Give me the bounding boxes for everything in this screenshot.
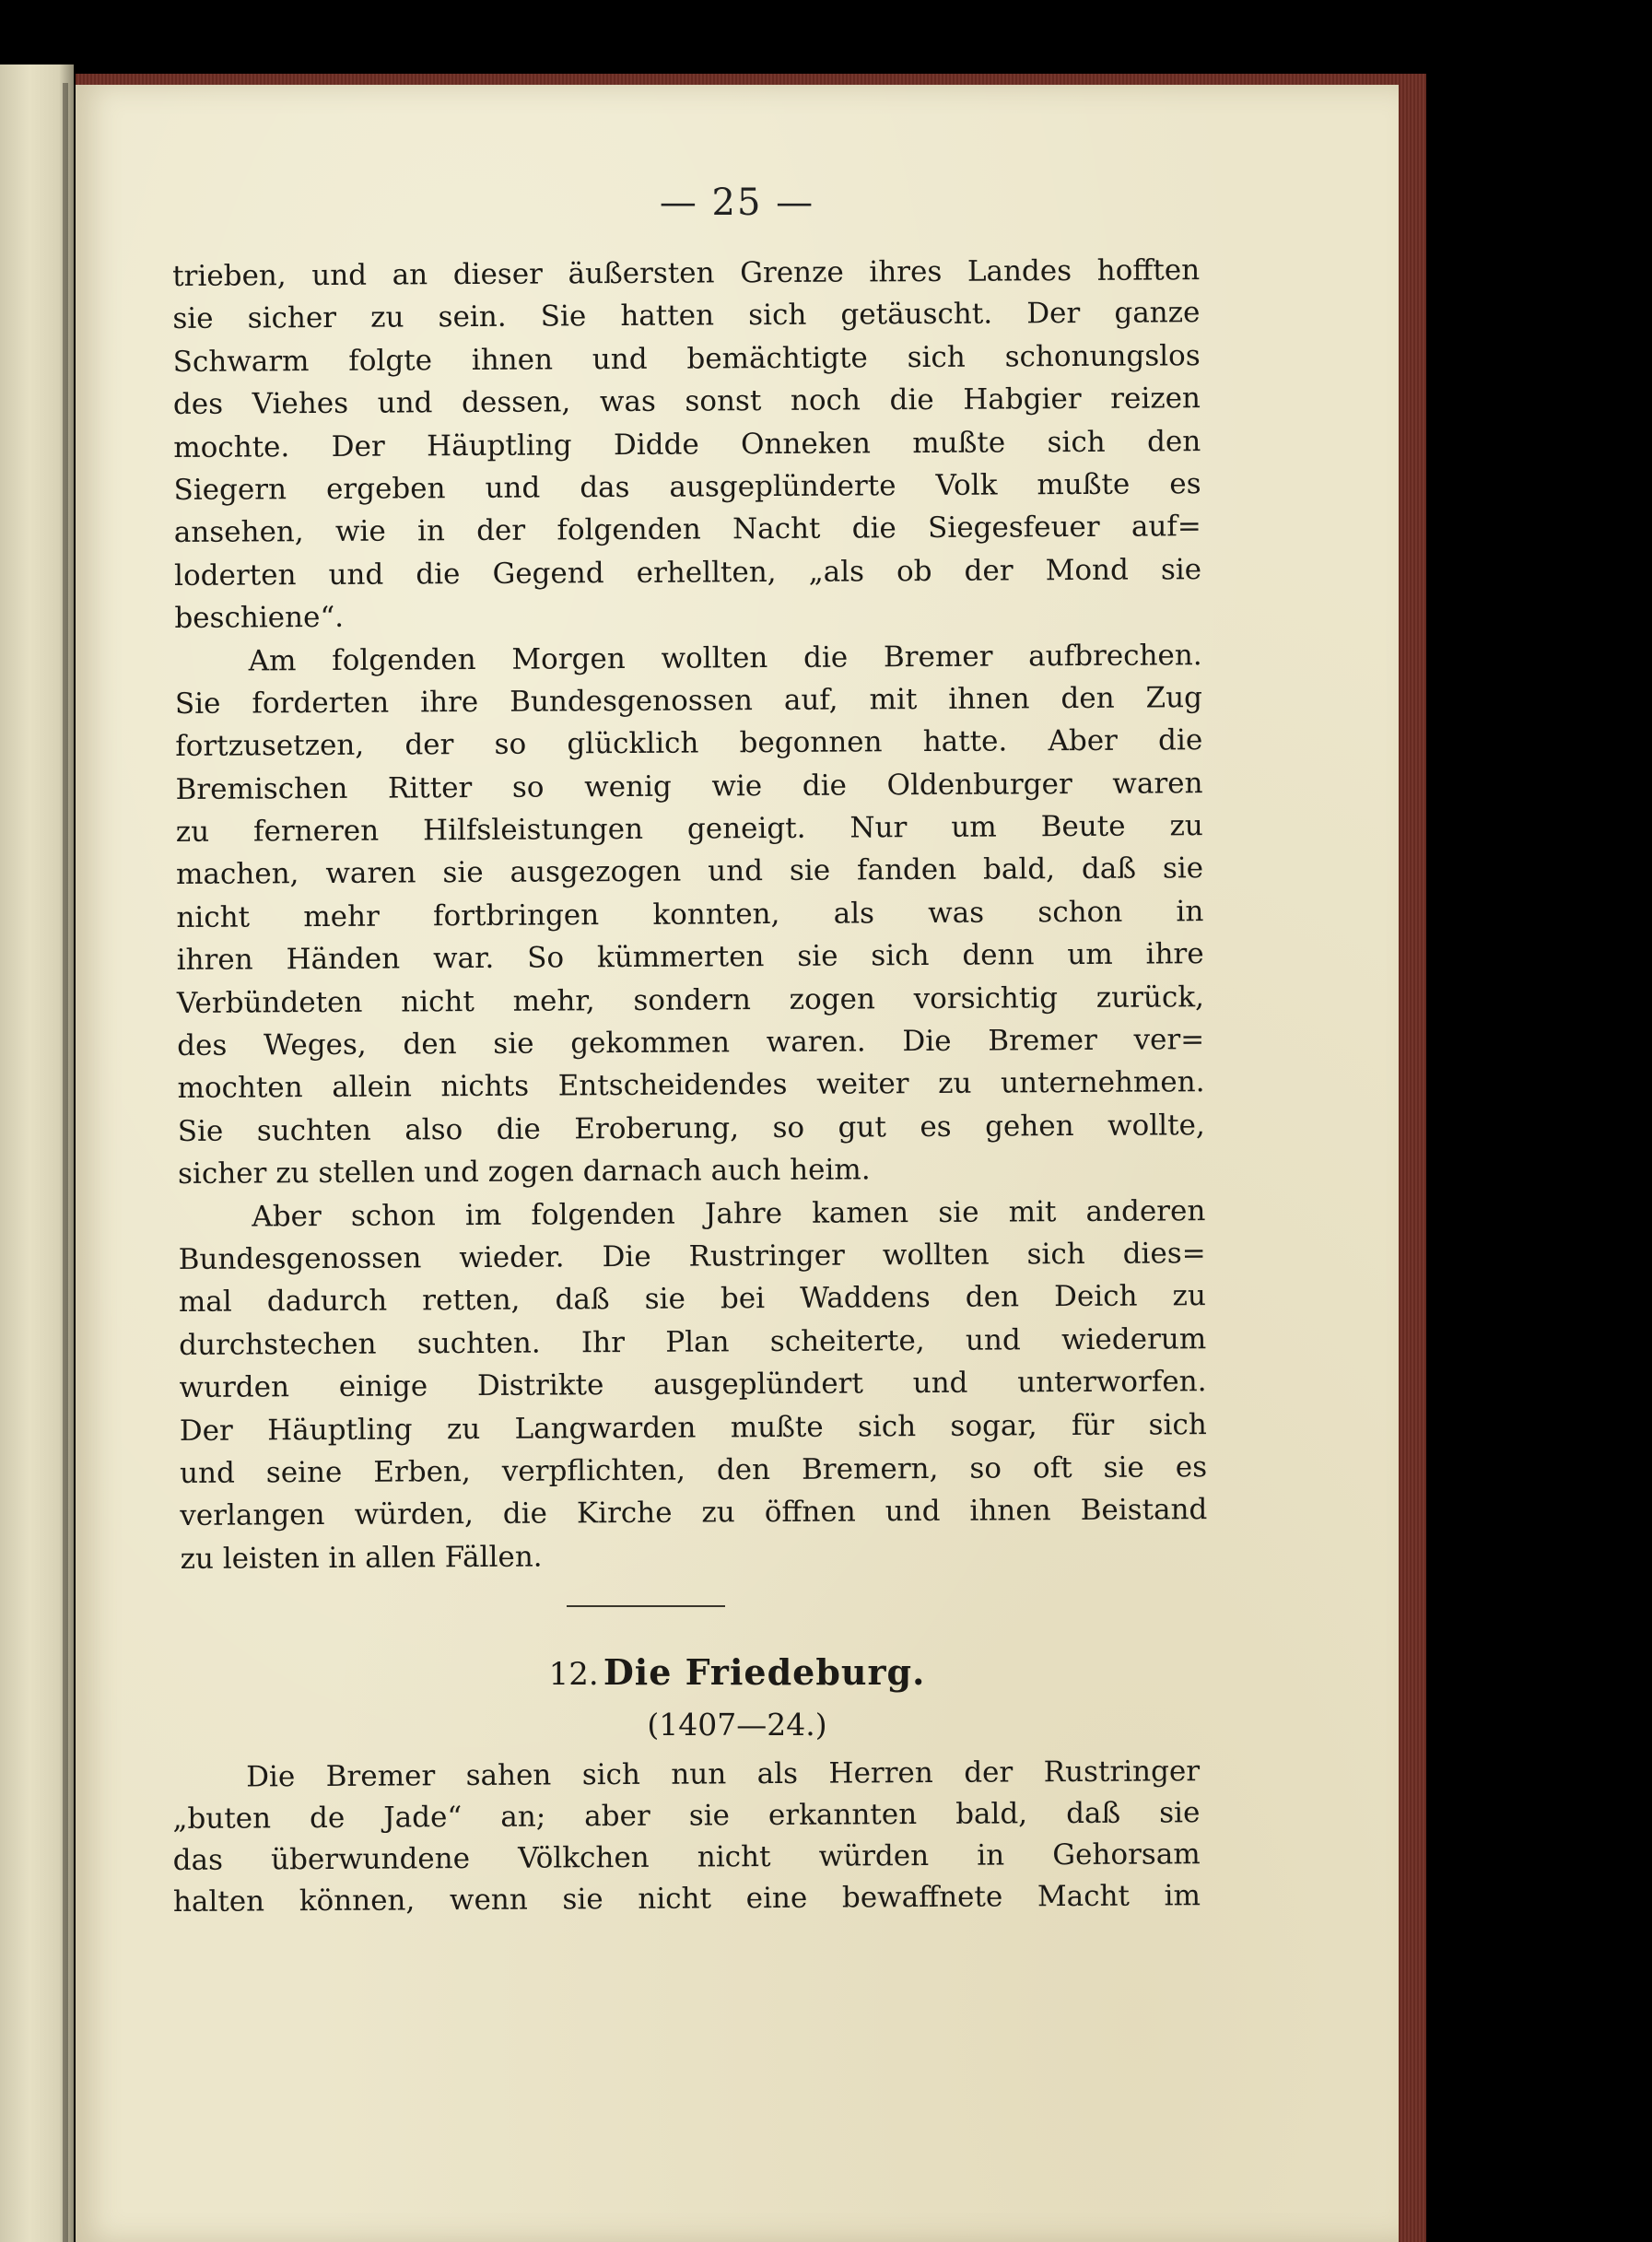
text-line: durchstechen suchten. Ihr Plan scheiterte, und wiederum (179, 1321, 1207, 1362)
text-line: wurden einige Distrikte ausgeplündert und unterworfen. (179, 1365, 1207, 1405)
text-line: trieben, und an dieser äußersten Grenze ihres Landes hofften (172, 253, 1201, 293)
text-line: des Viehes und dessen, was sonst noch die Habgier reizen (172, 381, 1201, 422)
text-line: Die Bremer sahen sich nun als Herren der Rustringer (246, 1755, 1201, 1794)
text-line: ansehen, wie in der folgenden Nacht die Siegesfeuer auf= (173, 510, 1201, 550)
text-line: Siegern ergeben und das ausgeplünderte Volk mußte es (173, 467, 1201, 507)
body-text-bottom (172, 1751, 1201, 1923)
text-line: beschiene“. (174, 600, 345, 636)
text-line: sie sicher zu sein. Sie hatten sich getäuscht. Der ganze (172, 296, 1201, 336)
chapter-number: 12. (548, 1656, 599, 1693)
body-text-top (172, 249, 1208, 1580)
text-line: des Weges, den sie gekommen waren. Die Bremer ver= (177, 1023, 1205, 1063)
text-line: zu ferneren Hilfsleistungen geneigt. Nur um Beute zu (175, 809, 1203, 850)
book-page (76, 85, 1399, 2242)
text-line: mochte. Der Häuptling Didde Onneken mußte sich den (173, 424, 1201, 464)
text-line: „buten de Jade“ an; aber sie erkannten bald, daß sie (172, 1796, 1201, 1836)
text-line: das überwundene Völkchen nicht würden in Gehorsam (172, 1837, 1201, 1877)
text-line: sicher zu stellen und zogen darnach auch heim. (177, 1153, 871, 1191)
text-line: halten können, wenn sie nicht eine bewaffnete Macht im (172, 1879, 1201, 1919)
text-line: verlangen würden, die Kirche zu öffnen und ihnen Beistand (180, 1493, 1208, 1533)
text-line: mal dadurch retten, daß sie bei Waddens den Deich zu (178, 1279, 1207, 1320)
gutter-shadow (63, 83, 68, 2242)
chapter-heading (76, 1651, 1399, 1762)
section-divider (567, 1605, 725, 1607)
text-line: Bremischen Ritter so wenig wie die Oldenburger waren (175, 766, 1203, 806)
text-line: machen, waren sie ausgezogen und sie fanden bald, daß sie (175, 851, 1204, 892)
text-line: Bundesgenossen wieder. Die Rustringer wollten sich dies= (178, 1237, 1206, 1276)
text-line: Sie suchten also die Eroberung, so gut es gehen wollte, (177, 1108, 1205, 1148)
text-line: nicht mehr fortbringen konnten, als was schon in (176, 895, 1204, 934)
text-line: und seine Erben, verpflichten, den Bremern, so oft sie es (179, 1450, 1208, 1490)
page-number: — 25 — (659, 182, 815, 224)
text-line: Schwarm folgte ihnen und bemächtigte sich schonungslos (172, 338, 1201, 379)
text-line: loderten und die Gegend erhellten, „als ob der Mond sie (174, 552, 1202, 593)
text-line: Der Häuptling zu Langwarden mußte sich sogar, für sich (179, 1407, 1207, 1448)
chapter-title: Die Friedeburg. (603, 1651, 926, 1693)
text-line: Sie forderten ihre Bundesgenossen auf, mit ihnen den Zug (174, 681, 1203, 721)
text-line: mochten allein nichts Entscheidendes weiter zu unternehmen. (177, 1065, 1205, 1106)
text-line: Verbündeten nicht mehr, sondern zogen vorsichtig zurück, (176, 980, 1205, 1020)
text-line: Aber schon im folgenden Jahre kamen sie mit anderen (252, 1193, 1206, 1234)
text-line: ihren Händen war. So kümmerten sie sich denn um ihre (176, 937, 1204, 978)
text-line: fortzusetzen, der so glücklich begonnen hatte. Aber die (175, 723, 1203, 764)
text-line: Am folgenden Morgen wollten die Bremer aufbrechen. (248, 638, 1202, 678)
chapter-dates: (1407—24.) (647, 1707, 827, 1743)
text-line: zu leisten in allen Fällen. (180, 1540, 543, 1576)
chapter-title-line (76, 1651, 1399, 1707)
